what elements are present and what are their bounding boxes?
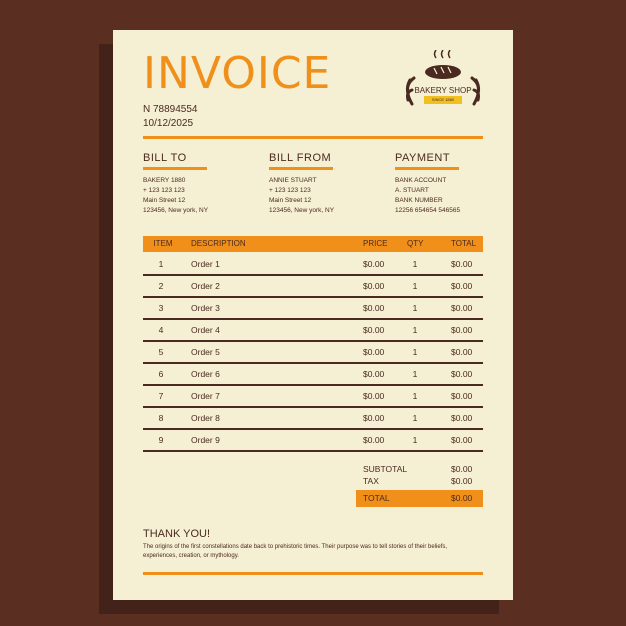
bill-from-line: + 123 123 123 [269, 187, 311, 194]
heading-underline [143, 167, 207, 170]
tax-value: $0.00 [451, 476, 473, 486]
tax-row [356, 474, 483, 489]
cell-qty: 1 [412, 303, 418, 313]
footer-divider [143, 572, 483, 575]
cell-qty: 1 [412, 347, 418, 357]
cell-price: $0.00 [363, 413, 385, 423]
cell-item: 4 [158, 325, 164, 335]
invoice-number: N 78894554 [143, 104, 198, 115]
cell-qty: 1 [412, 259, 418, 269]
cell-description: Order 9 [191, 435, 220, 445]
bread-icon [398, 50, 488, 120]
invoice-title: INVOICE [143, 48, 332, 99]
invoice-page [113, 30, 513, 600]
total-row [356, 490, 483, 507]
thank-you-heading: THANK YOU! [143, 528, 211, 540]
cell-total: $0.00 [451, 347, 473, 357]
cell-description: Order 4 [191, 325, 220, 335]
cell-description: Order 7 [191, 391, 220, 401]
bill-to-line: + 123 123 123 [143, 187, 185, 194]
cell-price: $0.00 [363, 325, 385, 335]
bill-from-line: ANNIE STUART [269, 177, 317, 184]
cell-item: 6 [158, 369, 164, 379]
subtotal-label: SUBTOTAL [363, 464, 408, 474]
tax-label: TAX [363, 476, 379, 486]
cell-item: 8 [158, 413, 164, 423]
cell-total: $0.00 [451, 303, 473, 313]
header-total: TOTAL [451, 239, 477, 248]
payment-line: BANK NUMBER [395, 197, 443, 204]
cell-item: 2 [158, 281, 164, 291]
footer-note: The origins of the first constellations date back to prehistoric times. Their purpose was to tell stories of their beliefs, experiences, creation, or mythology. [143, 544, 448, 559]
header-divider [143, 136, 483, 139]
cell-description: Order 2 [191, 281, 220, 291]
cell-total: $0.00 [451, 435, 473, 445]
subtotal-value: $0.00 [451, 464, 473, 474]
header-item: ITEM [153, 239, 173, 248]
header-price: PRICE [363, 239, 388, 248]
cell-description: Order 5 [191, 347, 220, 357]
cell-total: $0.00 [451, 413, 473, 423]
total-label: TOTAL [363, 493, 390, 503]
cell-qty: 1 [412, 369, 418, 379]
cell-price: $0.00 [363, 435, 385, 445]
table-row [143, 276, 483, 298]
cell-price: $0.00 [363, 391, 385, 401]
table-row [143, 430, 483, 452]
payment-heading: PAYMENT [395, 152, 451, 164]
bill-from-line: 123456, New york, NY [269, 207, 335, 214]
cell-item: 7 [158, 391, 164, 401]
cell-price: $0.00 [363, 369, 385, 379]
cell-qty: 1 [412, 435, 418, 445]
table-row [143, 320, 483, 342]
heading-underline [395, 167, 459, 170]
bill-from-block [269, 152, 379, 216]
cell-item: 3 [158, 303, 164, 313]
cell-total: $0.00 [451, 325, 473, 335]
cell-qty: 1 [412, 391, 418, 401]
bill-to-heading: BILL TO [143, 152, 187, 164]
bill-from-line: Main Street 12 [269, 197, 312, 204]
payment-line: A. STUART [395, 187, 429, 194]
cell-description: Order 3 [191, 303, 220, 313]
total-value: $0.00 [451, 493, 473, 503]
bill-to-line: Main Street 12 [143, 197, 186, 204]
cell-qty: 1 [412, 281, 418, 291]
cell-price: $0.00 [363, 303, 385, 313]
table-row [143, 342, 483, 364]
cell-description: Order 6 [191, 369, 220, 379]
header-qty: QTY [407, 239, 424, 248]
logo-name: BAKERY SHOP [414, 86, 472, 95]
logo-since: SINCE 1880 [431, 97, 455, 102]
table-row [143, 364, 483, 386]
cell-total: $0.00 [451, 391, 473, 401]
cell-qty: 1 [412, 413, 418, 423]
bill-from-heading: BILL FROM [269, 152, 332, 164]
cell-item: 1 [158, 259, 164, 269]
cell-total: $0.00 [451, 369, 473, 379]
payment-block [395, 152, 505, 216]
table-row [143, 298, 483, 320]
cell-price: $0.00 [363, 347, 385, 357]
table-header [143, 236, 483, 252]
payment-line: BANK ACCOUNT [395, 177, 447, 184]
cell-price: $0.00 [363, 281, 385, 291]
bill-to-block [143, 152, 253, 216]
cell-price: $0.00 [363, 259, 385, 269]
header-description: DESCRIPTION [191, 239, 246, 248]
table-row [143, 254, 483, 276]
cell-total: $0.00 [451, 281, 473, 291]
table-row [143, 408, 483, 430]
cell-item: 5 [158, 347, 164, 357]
cell-total: $0.00 [451, 259, 473, 269]
bill-to-line: 123456, New york, NY [143, 207, 209, 214]
bakery-logo [398, 50, 488, 120]
cell-description: Order 8 [191, 413, 220, 423]
table-row [143, 386, 483, 408]
payment-line: 12256 654654 546565 [395, 207, 461, 214]
heading-underline [269, 167, 333, 170]
cell-qty: 1 [412, 325, 418, 335]
invoice-date: 10/12/2025 [143, 118, 194, 129]
cell-description: Order 1 [191, 259, 220, 269]
bill-to-line: BAKERY 1880 [143, 177, 186, 184]
cell-item: 9 [158, 435, 164, 445]
